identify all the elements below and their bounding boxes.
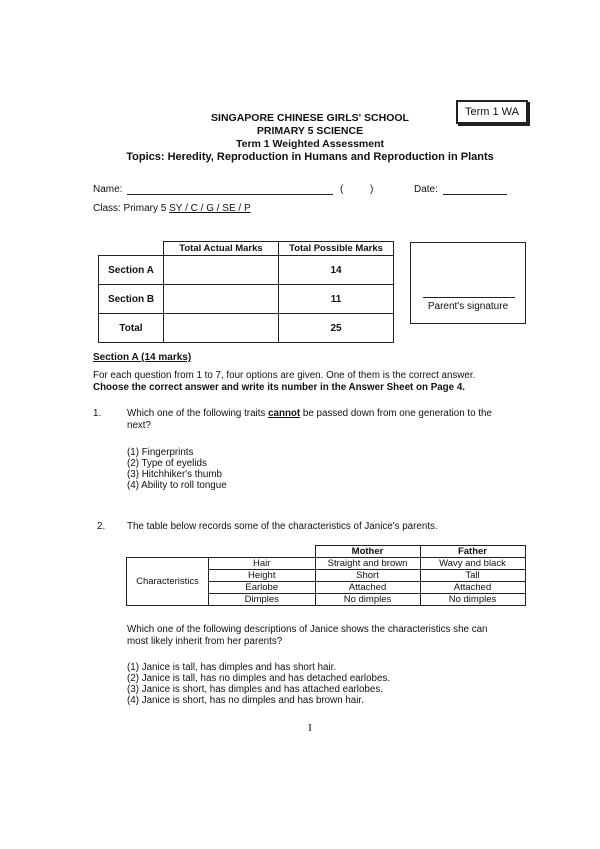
- chars-col-father: Father: [420, 546, 525, 558]
- name-label: Name:: [93, 184, 123, 195]
- date-field[interactable]: [443, 194, 507, 195]
- q1-text-b: be passed down from one generation to the: [302, 408, 492, 419]
- chars-father: Attached: [420, 582, 525, 594]
- q1-number: 1.: [93, 408, 102, 419]
- section-a-instruction: For each question from 1 to 7, four options are given. One of them is the correct answer.: [93, 370, 476, 381]
- topics-line: Topics: Heredity, Reproduction in Humans and Reproduction in Plants: [126, 151, 494, 163]
- chars-mother: Attached: [315, 582, 420, 594]
- chars-mother: Straight and brown: [315, 558, 420, 570]
- school-name: SINGAPORE CHINESE GIRLS' SCHOOL: [211, 112, 409, 124]
- chars-trait: Height: [209, 570, 316, 582]
- marks-row: [99, 285, 394, 314]
- level-title: PRIMARY 5 SCIENCE: [256, 125, 364, 137]
- q1-text-a: Which one of the following traits: [127, 408, 266, 419]
- marks-actual-cell[interactable]: [164, 285, 279, 314]
- q1-options: [127, 447, 227, 491]
- section-a-title: Section A (14 marks): [93, 352, 192, 363]
- q2-options: [127, 662, 390, 706]
- marks-corner: [99, 242, 164, 256]
- chars-trait: Earlobe: [209, 582, 316, 594]
- marks-col-possible: Total Possible Marks: [279, 242, 394, 256]
- marks-possible-cell: 25: [279, 314, 394, 343]
- q2-option[interactable]: (1) Janice is tall, has dimples and has short hair.: [127, 662, 337, 673]
- chars-father: No dimples: [420, 594, 525, 606]
- q2-option[interactable]: (2) Janice is tall, has no dimples and has detached earlobes.: [127, 673, 391, 684]
- marks-row-label: Section A: [99, 256, 164, 285]
- q1-text: [127, 408, 547, 420]
- signature-box[interactable]: [410, 242, 526, 324]
- assessment-title: Term 1 Weighted Assessment: [235, 138, 385, 150]
- q1-option[interactable]: (2) Type of eyelids: [127, 458, 207, 469]
- q2-question-a: Which one of the following descriptions of Janice shows the characteristics she can: [127, 624, 488, 635]
- q2-option[interactable]: (4) Janice is short, has no dimples and has brown hair.: [127, 695, 364, 706]
- chars-mother: No dimples: [315, 594, 420, 606]
- marks-row-label: Section B: [99, 285, 164, 314]
- chars-corner: [209, 546, 316, 558]
- q1-text-c: next?: [127, 420, 151, 431]
- chars-father: Wavy and black: [420, 558, 525, 570]
- signature-label: Parent's signature: [427, 301, 509, 312]
- class-label: [93, 203, 251, 214]
- chars-row: [127, 558, 526, 570]
- marks-row-label: Total: [99, 314, 164, 343]
- q2-number: 2.: [97, 521, 106, 532]
- q2-text: The table below records some of the characteristics of Janice's parents.: [127, 521, 438, 532]
- chars-trait: Hair: [209, 558, 316, 570]
- name-field[interactable]: [127, 194, 333, 195]
- paren-close: ): [370, 184, 374, 195]
- signature-line: [423, 297, 515, 298]
- marks-row: [99, 314, 394, 343]
- page-number: I: [308, 722, 312, 734]
- chars-row-label: Characteristics: [127, 558, 209, 606]
- q1-text-underlined: cannot: [268, 408, 301, 419]
- class-options: SY / C / G / SE / P: [169, 203, 251, 214]
- q1-option[interactable]: (4) Ability to roll tongue: [127, 480, 227, 491]
- paren-open: (: [340, 184, 344, 195]
- date-label: Date:: [414, 184, 438, 195]
- chars-corner: [127, 546, 209, 558]
- marks-actual-cell[interactable]: [164, 314, 279, 343]
- characteristics-table: [126, 545, 526, 606]
- marks-possible-cell: 14: [279, 256, 394, 285]
- marks-actual-cell[interactable]: [164, 256, 279, 285]
- class-label-text: Class: Primary 5: [93, 203, 167, 214]
- marks-col-actual: Total Actual Marks: [164, 242, 279, 256]
- marks-row: [99, 256, 394, 285]
- q2-option[interactable]: (3) Janice is short, has dimples and has attached earlobes.: [127, 684, 383, 695]
- marks-table: [98, 241, 394, 343]
- q1-option[interactable]: (3) Hitchhiker's thumb: [127, 469, 222, 480]
- term-tag: Term 1 WA: [456, 100, 528, 124]
- q2-question-b: most likely inherit from her parents?: [127, 636, 283, 647]
- chars-trait: Dimples: [209, 594, 316, 606]
- section-a-instruction-bold: Choose the correct answer and write its number in the Answer Sheet on Page 4.: [93, 382, 466, 393]
- marks-possible-cell: 11: [279, 285, 394, 314]
- chars-mother: Short: [315, 570, 420, 582]
- chars-father: Tall: [420, 570, 525, 582]
- q1-option[interactable]: (1) Fingerprints: [127, 447, 194, 458]
- chars-col-mother: Mother: [315, 546, 420, 558]
